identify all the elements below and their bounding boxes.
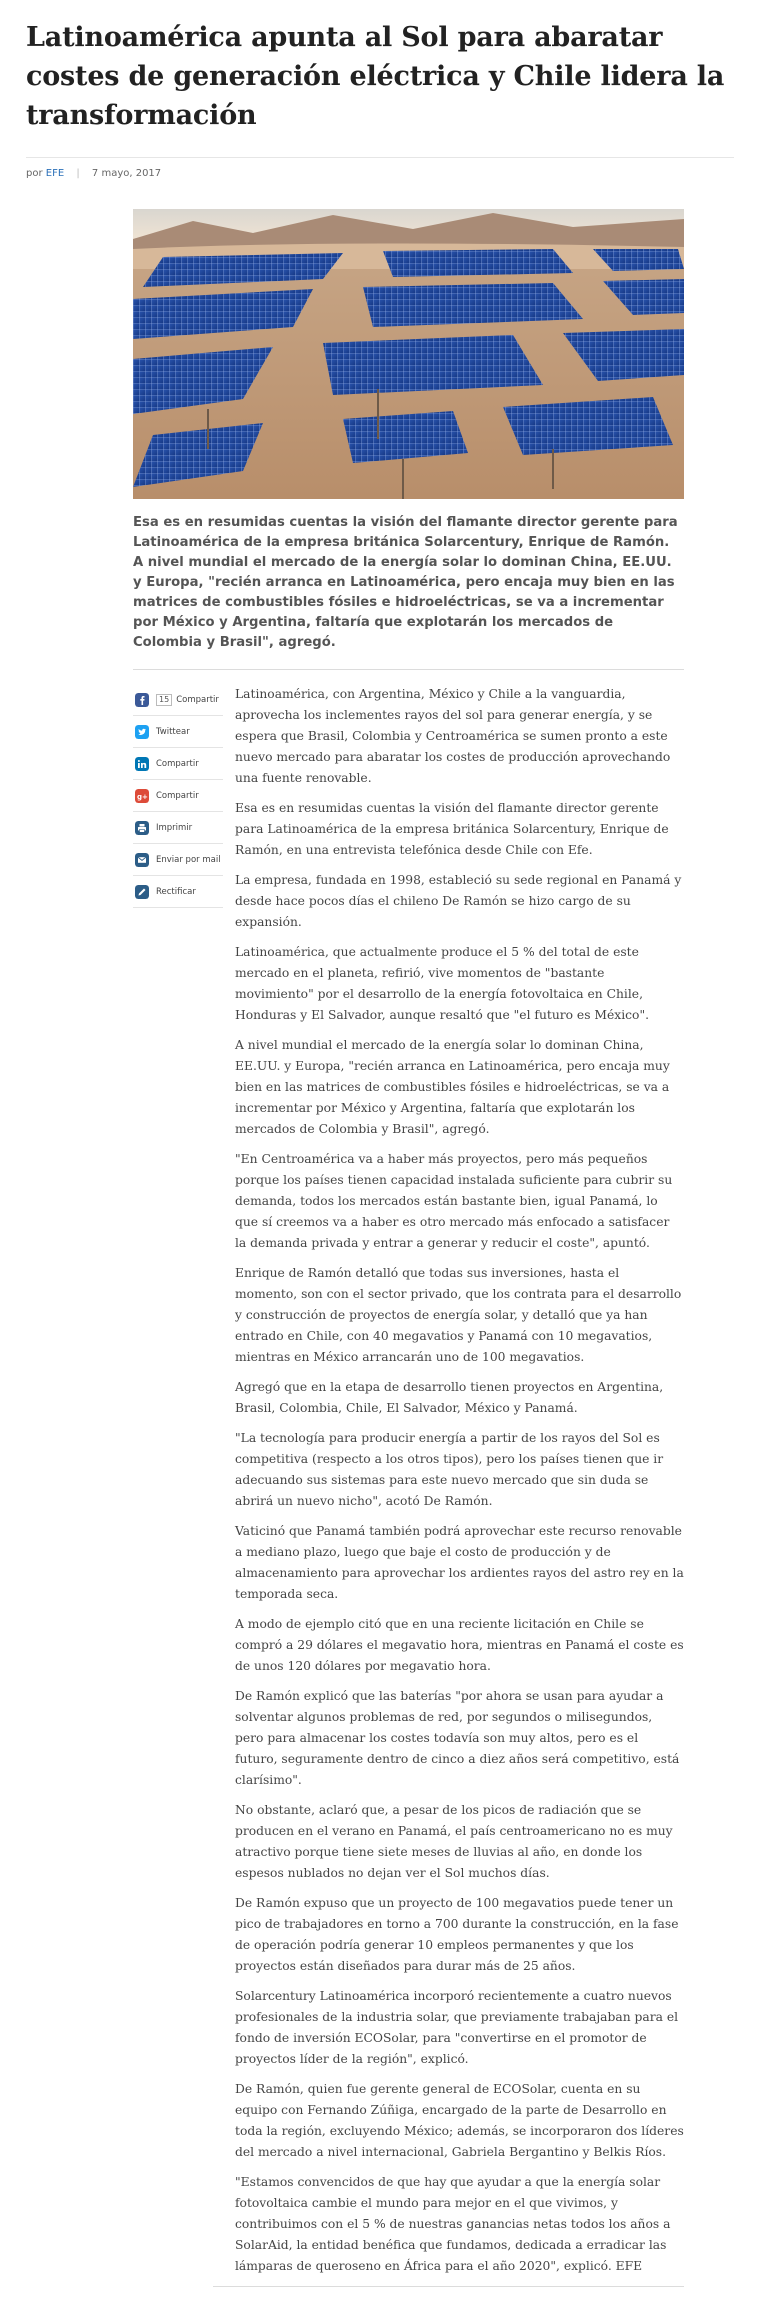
share-count: 15 (156, 694, 172, 706)
share-sidebar (133, 684, 223, 908)
paragraph: Vaticinó que Panamá también podrá aprovechar este recurso renovable a mediano plazo, luego que baje el costo de producción y de almacenamiento para aprovechar los ardientes rayos del astro rey en la temporada seca. (235, 1524, 684, 1601)
mail-icon (135, 853, 149, 867)
meta-separator: | (76, 168, 80, 179)
email-button[interactable] (133, 844, 223, 876)
share-facebook-label: Compartir (176, 694, 219, 705)
article-end-divider (213, 2286, 684, 2287)
article-body (235, 684, 684, 2277)
share-twitter-label: Twittear (156, 726, 190, 737)
share-googleplus-button[interactable] (133, 780, 223, 812)
paragraph: "La tecnología para producir energía a partir de los rayos del Sol es competitiva (respecto a los otros tipos), pero los países tienen que ir adecuando sus sistemas para este nuevo mercado que sin duda se abrirá un nuevo nicho", acotó De Ramón. (235, 1431, 664, 1508)
by-label: por (26, 168, 43, 179)
author-link[interactable]: EFE (45, 168, 65, 179)
paragraph: Latinoamérica, que actualmente produce el 5 % del total de este mercado en el planeta, refirió, vive momentos de "bastante movimiento" por el desarrollo de la energía fotovoltaica en Chile, Honduras y El Salvador, aunque resaltó que "el futuro es México". (235, 945, 650, 1022)
paragraph: Enrique de Ramón detalló que todas sus inversiones, hasta el momento, son con el sector privado, que los contrata para el desarrollo y construcción de proyectos de energía solar, y detalló que ya han entrado en Chile, con 40 megavatios y Panamá con 10 megavatios, mientras en México arrancarán uno de 100 megavatios. (235, 1266, 682, 1364)
paragraph: Esa es en resumidas cuentas la visión del flamante director gerente para Latinoamérica de la empresa británica Solarcentury, Enrique de Ramón, en una entrevista telefónica desde Chile con Efe. (235, 801, 669, 857)
paragraph: "Estamos convencidos de que hay que ayudar a que la energía solar fotovoltaica cambie el mundo para mejor en el que vivimos, y contribuimos con el 5 % de nuestras ganancias netas todos los años a SolarAid, la entidad benéfica que fundamos, dedicada a erradicar las lámparas de queroseno en África para el año 2020", explicó. EFE (235, 2175, 671, 2273)
print-label: Imprimir (156, 822, 193, 833)
correct-button[interactable] (133, 876, 223, 908)
article-title: Latinoamérica apunta al Sol para abaratar costes de generación eléctrica y Chile lidera la transformación (26, 22, 725, 131)
paragraph: Latinoamérica, con Argentina, México y Chile a la vanguardia, aprovecha los inclementes rayos del sol para generar energía, y se espera que Brasil, Colombia y Centroamérica se sumen pronto a este nuevo mercado para abaratar los costes de producción aprovechando una fuente renovable. (235, 687, 671, 785)
share-linkedin-button[interactable] (133, 748, 223, 780)
paragraph: "En Centroamérica va a haber más proyectos, pero más pequeños porque los países tienen capacidad instalada suficiente para cubrir su demanda, todos los mercados están bastante bien, igual Panamá, lo que sí creemos va a haber es otro mercado más enfocado a satisfacer la demanda privada y entrar a generar y reducir el coste", apuntó. (235, 1152, 673, 1250)
share-facebook-button[interactable] (133, 684, 223, 716)
article-lead: Esa es en resumidas cuentas la visión del flamante director gerente para Latinoamérica de la empresa británica Solarcentury, Enrique de Ramón. A nivel mundial el mercado de la energía solar lo dominan China, EE.UU. y Europa, "recién arranca en Latinoamérica, pero encaja muy bien en las matrices de combustibles fósiles e hidroeléctricas, se va a incrementar por México y Argentina, faltaría que explotarán los mercados de Colombia y Brasil", agregó. (133, 513, 684, 670)
publish-date: 7 mayo, 2017 (91, 168, 162, 179)
facebook-icon (135, 693, 149, 707)
email-label: Enviar por mail (156, 854, 221, 865)
linkedin-icon (135, 757, 149, 771)
share-googleplus-label: Compartir (156, 790, 199, 801)
correct-label: Rectificar (156, 886, 196, 897)
paragraph: De Ramón expuso que un proyecto de 100 megavatios puede tener un pico de trabajadores en torno a 700 durante la construcción, en la fase de operación podría generar 10 empleos permanentes y que los proyectos están diseñados para durar más de 25 años. (235, 1896, 679, 1973)
print-icon (135, 821, 149, 835)
twitter-icon (135, 725, 149, 739)
pencil-icon (135, 885, 149, 899)
print-button[interactable] (133, 812, 223, 844)
paragraph: La empresa, fundada en 1998, estableció su sede regional en Panamá y desde hace pocos días el chileno De Ramón se hizo cargo de su expansión. (235, 873, 682, 929)
paragraph: De Ramón, quien fue gerente general de ECOSolar, cuenta en su equipo con Fernando Zúñiga, encargado de la parte de Desarrollo en toda la región, excluyendo México; además, se incorporaron dos líderes del mercado a nivel internacional, Gabriela Bergantino y Belkis Ríos. (235, 2082, 684, 2159)
svg-text:g+: g+ (137, 792, 148, 801)
paragraph: De Ramón explicó que las baterías "por ahora se usan para ayudar a solventar algunos problemas de red, por segundos o milisegundos, pero para almacenar los costes todavía son muy altos, pero es el futuro, seguramente dentro de cinco a diez años será competitivo, está clarísimo". (235, 1689, 680, 1787)
paragraph: No obstante, aclaró que, a pesar de los picos de radiación que se producen en el verano en Panamá, el país centroamericano no es muy atractivo porque tiene siete meses de lluvias al año, en donde los espesos nublados no dejan ver el Sol muchos días. (235, 1803, 673, 1880)
paragraph: A modo de ejemplo citó que en una reciente licitación en Chile se compró a 29 dólares el megavatio hora, mientras en Panamá el coste es de unos 120 dólares por megavatio hora. (235, 1617, 684, 1673)
paragraph: A nivel mundial el mercado de la energía solar lo dominan China, EE.UU. y Europa, "recién arranca en Latinoamérica, pero encaja muy bien en las matrices de combustibles fósiles e hidroeléctricas, se va a incrementar por México y Argentina, faltaría que explotarán los mercados de Colombia y Brasil", agregó. (235, 1038, 670, 1136)
paragraph: Agregó que en la etapa de desarrollo tienen proyectos en Argentina, Brasil, Colombia, Chile, El Salvador, México y Panamá. (235, 1380, 664, 1415)
share-linkedin-label: Compartir (156, 758, 199, 769)
hero-image-solar-farm (133, 209, 684, 499)
article-meta (26, 157, 734, 189)
article-content (133, 684, 684, 2277)
paragraph: Solarcentury Latinoamérica incorporó recientemente a cuatro nuevos profesionales de la industria solar, que previamente trabajaban para el fondo de inversión ECOSolar, para "convertirse en el promotor de proyectos líder de la región", explicó. (235, 1989, 679, 2066)
google-plus-icon (135, 789, 149, 803)
share-twitter-button[interactable] (133, 716, 223, 748)
